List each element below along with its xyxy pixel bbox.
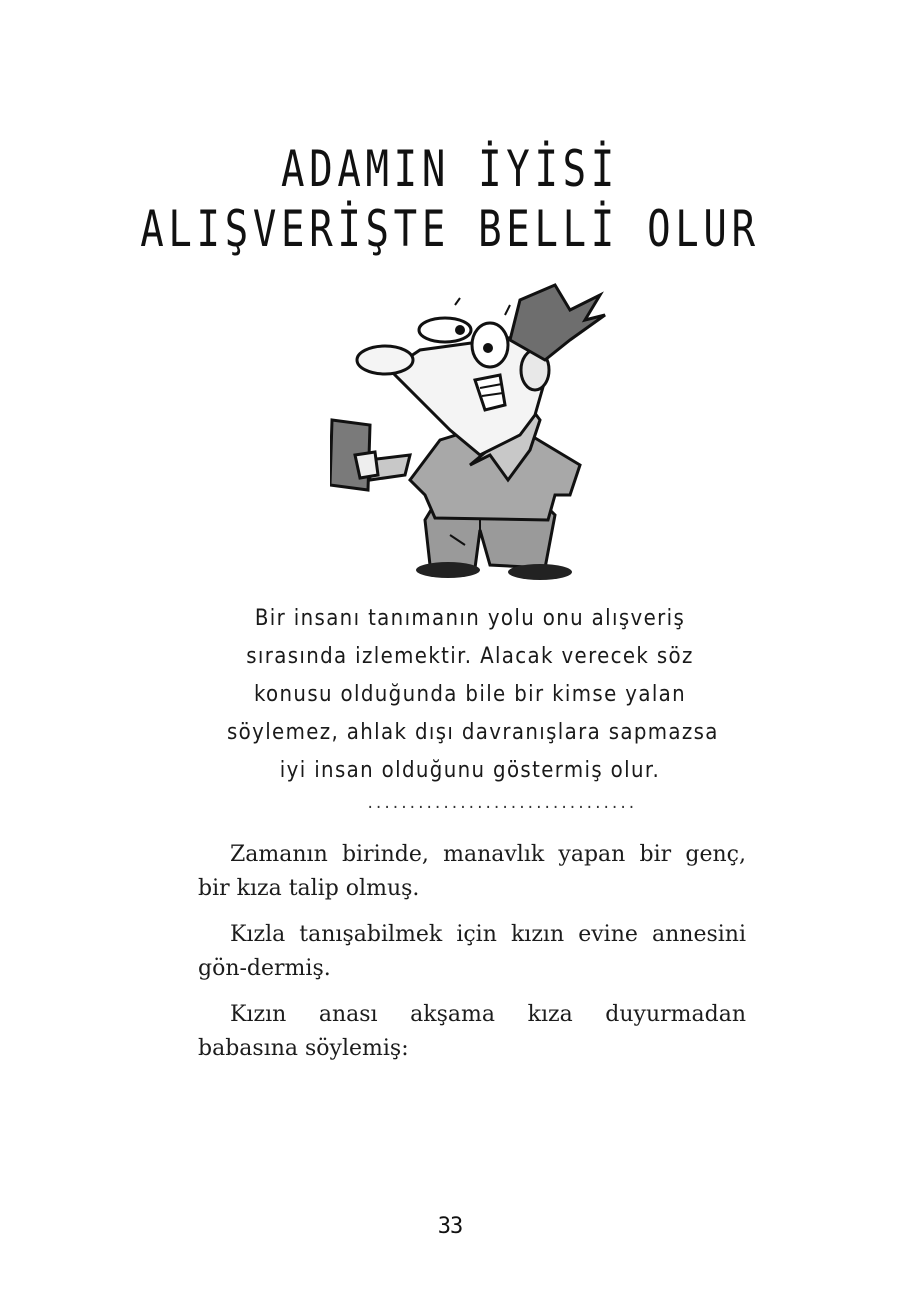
cartoon-man-icon: [330, 280, 620, 580]
body-text: [198, 838, 746, 1078]
chapter-title-line-1: ADAMIN İYİSİ: [281, 140, 619, 198]
paragraph: Zamanın birinde, manavlık yapan bir genç, bir kıza talip olmuş.: [198, 842, 746, 901]
intro-line: sırasında izlemektir. Alacak verecek söz: [246, 644, 694, 669]
intro-line: konusu olduğunda bile bir kimse yalan: [253, 682, 687, 707]
intro-line: Bir insanı tanımanın yolu onu alışveriş: [254, 606, 686, 631]
paragraph: Kızla tanışabilmek için kızın evine annesini gön-dermiş.: [198, 922, 746, 981]
intro-line: söylemez, ahlak dışı davranışlara sapmazsa: [227, 720, 719, 745]
intro-line: iyi insan olduğunu göstermiş olur.: [279, 758, 661, 783]
chapter-intro: [227, 600, 719, 790]
dotted-divider: ................................: [366, 796, 636, 812]
chapter-title-line-2: ALIŞVERİŞTE BELLİ OLUR: [140, 200, 760, 258]
page-number: 33: [437, 1214, 463, 1239]
paragraph: Kızın anası akşama kıza duyurmadan babasına söylemiş:: [198, 1002, 746, 1061]
